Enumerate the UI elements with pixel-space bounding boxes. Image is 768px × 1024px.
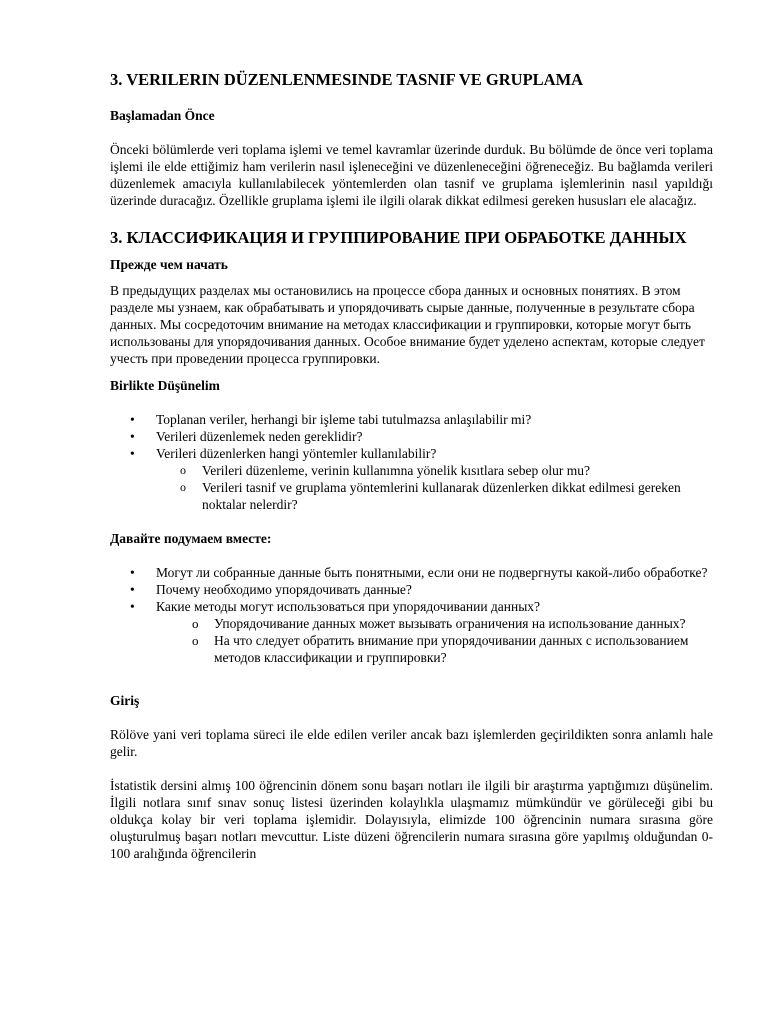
bullet-icon: • [130,565,135,580]
tr-think-list [110,411,713,462]
tr-subheading: Başlamadan Önce [110,108,215,123]
bullet-icon: • [130,582,135,597]
list-item: • Какие методы могут использоваться при упорядочивании данных? [130,599,541,614]
bullet-icon: • [130,446,135,461]
ru-subheading: Прежде чем начать [110,257,228,272]
bullet-icon: • [130,599,135,614]
document-body [110,70,713,862]
ru-think-list [110,564,713,615]
sub-bullet-icon: o [180,480,186,494]
sub-list-item: o На что следует обратить внимание при упорядочивании данных с использованием методов классификации и группировки? [192,633,689,665]
list-item: • Могут ли собранные данные быть понятными, если они не подвергнуты какой-либо обработке? [130,565,708,580]
ru-paragraph: В предыдущих разделах мы остановились на процессе сбора данных и основных понятиях. В этом разделе мы узнаем, как обрабатывать и упорядочивать сырые данные, полученные в результате сбора данных. Мы сосредоточим внимание на методах классификации и группировки, которые могут быть использованы для упорядочивания данных. Особое внимание будет уделено аспектам, которые следует учесть при проведении процесса группировки. [110,283,705,366]
list-item: • Verileri düzenlemek neden gereklidir? [130,429,363,444]
intro-heading: Giriş [110,693,140,708]
tr-paragraph: Önceki bölümlerde veri toplama işlemi ve temel kavramlar üzerinde durduk. Bu bölümde de önce veri toplama işlemi ile elde ettiğimiz ham verilerin nasıl işleneceğini ve düzenleneceğini öğreneceğiz. Bu bağlamda verileri düzenlemek amacıyla kullanılabilecek yöntemlerden olan tasnif ve gruplama işlemlerinin nasıl yapıldığı üzerinde duracağız. Özellikle gruplama işlemi ile ilgili olarak dikkat edilmesi gereken hususları ele alacağız. [110,142,713,208]
sub-bullet-icon: o [192,616,199,631]
list-item: • Verileri düzenlerken hangi yöntemler kullanılabilir? [130,446,437,461]
tr-think-heading: Birlikte Düşünelim [110,378,220,393]
sub-list-item: o Verileri tasnif ve gruplama yöntemlerini kullanarak düzenlerken dikkat edilmesi gereken noktalar nelerdir? [180,480,681,512]
bullet-icon: • [130,429,135,444]
sub-bullet-icon: o [180,463,186,477]
bullet-icon: • [130,412,135,427]
intro-paragraph-2: İstatistik dersini almış 100 öğrencinin dönem sonu başarı notları ile ilgili bir araştırma yaptığımızı düşünelim. İlgili notlara sınıf sınav sonuç listesi üzerinden kolaylıkla ulaşmamız mümkündür ve görüleceği gibi bu oldukça kolay bir veri toplama işlemidir. Dolayısıyla, elimizde 100 öğrencinin numara sırasına göre oluşturulmuş başarı notları mevcuttur. Liste düzeni öğrencilerin numara sırasına göre yapılmış olduğundan 0-100 aralığında öğrencilerin [110,778,713,861]
ru-think-sublist [110,615,713,666]
list-item: • Почему необходимо упорядочивать данные? [130,582,412,597]
intro-paragraph-1: Rölöve yani veri toplama süreci ile elde edilen veriler ancak bazı işlemlerden geçirildikten sonra anlamlı hale gelir. [110,727,713,759]
sub-list-item: o Упорядочивание данных может вызывать ограничения на использование данных? [192,616,686,631]
sub-bullet-icon: o [192,633,199,648]
tr-think-sublist [110,462,713,513]
sub-list-item: o Verileri düzenleme, verinin kullanımna yönelik kısıtlara sebep olur mu? [180,463,591,478]
ru-section-title: 3. КЛАССИФИКАЦИЯ И ГРУППИРОВАНИЕ ПРИ ОБРАБОТКЕ ДАННЫХ [110,228,687,247]
list-item: • Toplanan veriler, herhangi bir işleme tabi tutulmazsa anlaşılabilir mi? [130,412,532,427]
tr-section-title: 3. VERILERIN DÜZENLENMESINDE TASNIF VE GRUPLAMA [110,70,584,89]
ru-think-heading: Давайте подумаем вместе: [110,531,272,546]
